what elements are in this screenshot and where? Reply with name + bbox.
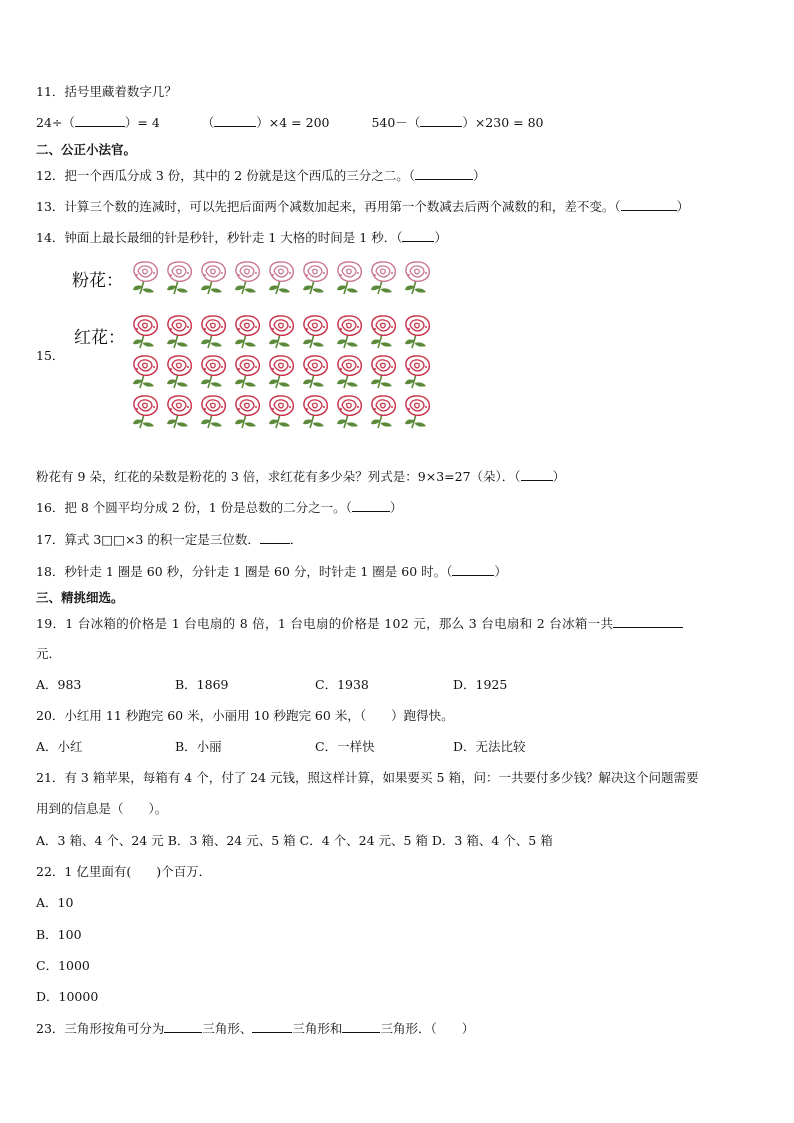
- q23-part-d: 三角形．（ ）: [380, 1021, 475, 1036]
- red-rose-icon: [300, 354, 332, 390]
- q19-option-d[interactable]: D．1925: [453, 677, 508, 692]
- q15-close: ）: [552, 469, 566, 484]
- q22-option-b[interactable]: B．100: [36, 927, 82, 942]
- q17-text: 17．算式 3□□×3 的积一定是三位数．: [36, 532, 260, 547]
- q12-text: 12．把一个西瓜分成 3 份，其中的 2 份就是这个西瓜的三分之二。（: [36, 168, 415, 183]
- q13: [36, 198, 689, 215]
- section-2-heading: 二、公正小法官。: [36, 142, 137, 157]
- pink-rose-icon: [232, 260, 264, 296]
- red-rose-icon: [300, 394, 332, 430]
- q19-option-a[interactable]: A．983: [36, 677, 82, 692]
- q12-answer-blank[interactable]: [415, 167, 473, 180]
- q19-option-c[interactable]: C．1938: [315, 677, 369, 692]
- q19-line2: 元．: [36, 646, 62, 661]
- q14: [36, 229, 447, 246]
- q13-answer-blank[interactable]: [621, 198, 677, 211]
- q16-answer-blank[interactable]: [352, 499, 390, 512]
- q19-answer-blank[interactable]: [613, 615, 683, 628]
- q21-line1: 21．有 3 箱苹果，每箱有 4 个，付了 24 元钱，照这样计算，如果要买 5 箱，问：一共要付多少钱？解决这个问题需要: [36, 770, 699, 785]
- q11-eq1-left: 24÷（: [36, 115, 75, 130]
- q22-option-d[interactable]: D．10000: [36, 989, 99, 1004]
- q23-blank-1[interactable]: [164, 1020, 202, 1033]
- red-rose-icon: [334, 394, 366, 430]
- section-3-heading: 三、精挑细选。: [36, 590, 124, 605]
- q11-eq2-right: ）×4 = 200: [256, 115, 330, 130]
- q20-option-a[interactable]: A．小红: [36, 739, 83, 754]
- q22-option-c[interactable]: C．1000: [36, 958, 90, 973]
- q11-blank-2[interactable]: [214, 114, 256, 127]
- q22-text: 22．1 亿里面有( )个百万．: [36, 864, 212, 879]
- pink-flower-row: [130, 260, 434, 300]
- red-rose-icon: [266, 394, 298, 430]
- q18-text: 18．秒针走 1 圈是 60 秒，分针走 1 圈是 60 分，时针走 1 圈是 60 时。（: [36, 564, 453, 579]
- q14-answer-blank[interactable]: [402, 229, 434, 242]
- q23-blank-2[interactable]: [252, 1020, 292, 1033]
- red-rose-icon: [368, 394, 400, 430]
- pink-rose-icon: [198, 260, 230, 296]
- q11-eq2-left: （: [201, 115, 215, 130]
- q15-question: [36, 468, 565, 485]
- q17-answer-blank[interactable]: [260, 531, 290, 544]
- pink-flower-label: 粉花：: [72, 271, 123, 291]
- pink-rose-icon: [368, 260, 400, 296]
- red-rose-icon: [198, 314, 230, 350]
- q18-close: ）: [494, 564, 507, 579]
- q11-blank-1[interactable]: [75, 114, 125, 127]
- q23: [36, 1020, 474, 1037]
- q20-option-d[interactable]: D．无法比较: [453, 739, 526, 754]
- red-rose-icon: [232, 394, 264, 430]
- red-rose-icon: [334, 354, 366, 390]
- q11-eq1-right: ）= 4: [124, 115, 160, 130]
- q11-eq3-left: 540－（: [371, 115, 421, 130]
- q22-option-a[interactable]: A．10: [36, 895, 74, 910]
- q23-part-b: 三角形、: [202, 1021, 253, 1036]
- red-rose-icon: [402, 354, 434, 390]
- q12-close: ）: [472, 168, 486, 183]
- red-rose-icon: [266, 314, 298, 350]
- red-rose-icon: [164, 394, 196, 430]
- q13-text: 13．计算三个数的连减时，可以先把后面两个减数加起来，再用第一个数减去后两个减数的和，差不变。（: [36, 199, 621, 214]
- q18-answer-blank[interactable]: [452, 563, 494, 576]
- red-rose-icon: [232, 354, 264, 390]
- red-flower-grid: [130, 314, 434, 434]
- q12: [36, 167, 485, 184]
- red-rose-icon: [164, 354, 196, 390]
- q19-option-b[interactable]: B．1869: [175, 677, 229, 692]
- red-rose-icon: [232, 314, 264, 350]
- pink-rose-icon: [164, 260, 196, 296]
- red-rose-icon: [368, 354, 400, 390]
- q20-text: 20．小红用 11 秒跑完 60 米，小丽用 10 秒跑完 60 米，（ ）跑得快。: [36, 708, 454, 723]
- red-rose-icon: [130, 314, 162, 350]
- pink-rose-icon: [300, 260, 332, 296]
- q14-close: ）: [434, 230, 447, 245]
- red-rose-icon: [334, 314, 366, 350]
- red-rose-icon: [402, 314, 434, 350]
- q16-close: ）: [389, 500, 403, 515]
- q18: [36, 563, 507, 580]
- q11-eq3-right: ）×230 = 80: [462, 115, 544, 130]
- q13-close: ）: [676, 199, 690, 214]
- q21-options[interactable]: A．3 箱、4 个、24 元 B．3 箱、24 元、5 箱 C．4 个、24 元、5 箱 D．3 箱、4 个、5 箱: [36, 833, 553, 848]
- q16: [36, 499, 402, 516]
- pink-rose-icon: [130, 260, 162, 296]
- q16-text: 16．把 8 个圆平均分成 2 份，1 份是总数的二分之一。（: [36, 500, 352, 515]
- q17-end: ．: [289, 532, 303, 547]
- q11-equations: [36, 114, 544, 131]
- q23-part-c: 三角形和: [292, 1021, 343, 1036]
- red-rose-icon: [130, 394, 162, 430]
- red-rose-icon: [300, 314, 332, 350]
- pink-rose-icon: [334, 260, 366, 296]
- q20-option-c[interactable]: C．一样快: [315, 739, 375, 754]
- q19-line1: [36, 615, 683, 632]
- q23-blank-3[interactable]: [342, 1020, 380, 1033]
- q21-line2: 用到的信息是（ ）。: [36, 801, 168, 816]
- q15-number: 15．: [36, 348, 65, 363]
- q11-title: 11．括号里藏着数字几？: [36, 84, 177, 99]
- red-rose-icon: [368, 314, 400, 350]
- q19-text: 19．1 台冰箱的价格是 1 台电扇的 8 倍，1 台电扇的价格是 102 元，那么 3 台电扇和 2 台冰箱一共: [36, 616, 614, 631]
- q14-text: 14．钟面上最长最细的针是秒针，秒针走 1 大格的时间是 1 秒．（: [36, 230, 403, 245]
- red-rose-icon: [198, 394, 230, 430]
- q15-answer-blank[interactable]: [521, 468, 553, 481]
- q23-part-a: 23．三角形按角可分为: [36, 1021, 165, 1036]
- red-rose-icon: [164, 314, 196, 350]
- red-rose-icon: [402, 394, 434, 430]
- q20-option-b[interactable]: B．小丽: [175, 739, 222, 754]
- red-rose-icon: [266, 354, 298, 390]
- red-flower-label: 红花：: [74, 328, 125, 348]
- red-rose-icon: [198, 354, 230, 390]
- pink-rose-icon: [402, 260, 434, 296]
- q11-blank-3[interactable]: [420, 114, 462, 127]
- pink-rose-icon: [266, 260, 298, 296]
- q15-text: 粉花有 9 朵，红花的朵数是粉花的 3 倍，求红花有多少朵？列式是：9×3=27（朵）．（: [36, 469, 521, 484]
- q17: [36, 531, 302, 548]
- red-rose-icon: [130, 354, 162, 390]
